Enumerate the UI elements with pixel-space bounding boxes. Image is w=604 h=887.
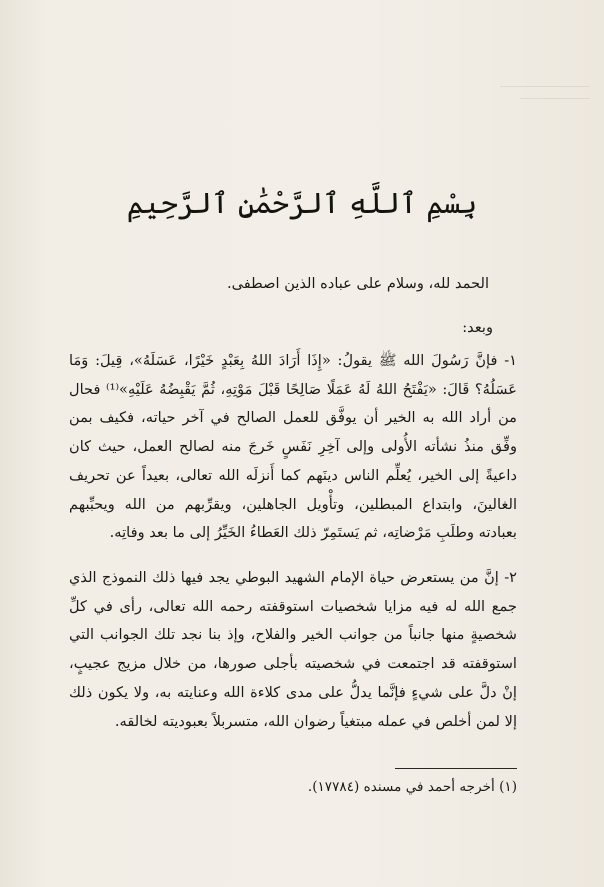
footnote-1: (١) أخرجه أحمد في مسنده (١٧٧٨٤). <box>307 779 517 795</box>
opening-praise: الحمد لله، وسلام على عباده الذين اصطفى. <box>226 275 489 292</box>
basmala-heading: بِسْمِ ٱللَّهِ ٱلرَّحْمَٰنِ ٱلرَّحِيمِ <box>126 186 478 220</box>
paragraph-2-text: ٢- إنَّ من يستعرض حياة الإمام الشهيد البوطي يجد فيها ذلك النموذج الذي جمع الله له فيه مزايا شخصيات استوقفته رحمه الله تعالى، رأى في كلِّ شخصيةٍ منها جانباً من جوانب الخير والفلاح، وإذ بنا نجد تلك الجوانب التي استوقفته قد اجتمعت في شخصيته بأجلى صورها، من خلال مزيج عجيبٍ، إنْ دلَّ على شيءٍ فإنَّما يدلُّ على مدى كلاءة الله وعنايته به، ولا يكون ذلك إلا لمن أخلص في عمله مبتغياً رضوان الله، متسربلاً بعبوديته لخالقه. <box>69 569 517 730</box>
wabad-line: وبعد: <box>462 319 493 336</box>
paragraph-2 <box>69 564 517 736</box>
bleed-through-mark <box>500 86 590 93</box>
footnote-divider <box>395 768 517 769</box>
paragraph-1 <box>69 347 517 548</box>
paragraph-1-text: ١- فإنَّ رَسُولَ الله ﷺ يقولُ: «إِذَا أَرَادَ اللهُ بِعَبْدٍ خَيْرًا، عَسَلَهُ»، قِيلَ: وَمَا عَسَلُهُ؟ قَالَ: «يَفْتَحُ اللهُ لَهُ عَمَلًا صَالِحًا قَبْلَ مَوْتِهِ، ثُمَّ يَقْبِضُهُ عَلَيْهِ»⁽¹⁾ فحال من أراد الله به الخير أن يوفَّق للعمل الصالح في آخر حياته، فكيف بمن وفِّق منذُ نشأته الأُولى وإلى آخِرِ نَفَسٍ خَرجَ منه لصالح العمل، حيث كان داعيةً إلى الخير، يُعلِّم الناس دينَهم كما أَنزلَه الله تعالى، بعيداً عن تحريف الغالينَ، وابتداع المبطلين، وتأْويل الجاهلين، ويقرِّبهم من الله ويحبِّبهم بعبادته وطلَبِ مَرْضاتِه، ثم يَستَمِرّ ذلك العَطاءُ الخَيِّرُ إلى ما بعد وفاتِه. <box>69 352 518 542</box>
bleed-through-mark <box>520 98 590 105</box>
